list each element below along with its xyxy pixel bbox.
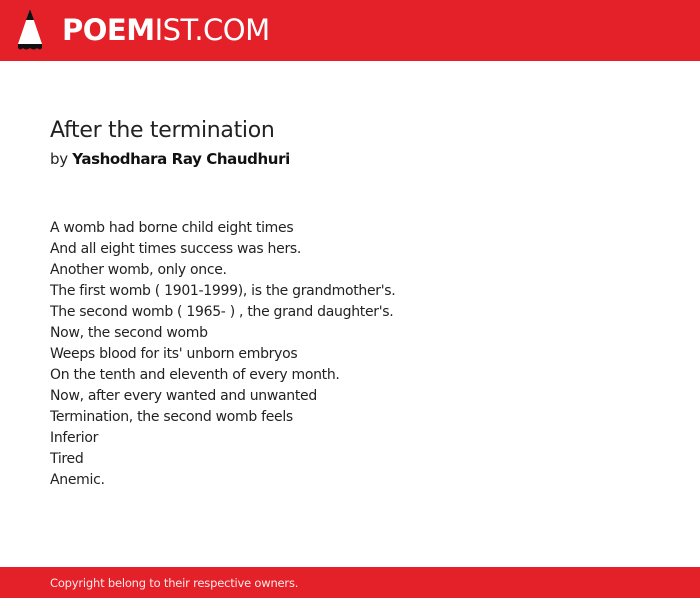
poem-content (50, 116, 650, 491)
poem-line: The second womb ( 1965- ) , the grand daughter's. (50, 304, 394, 320)
wordmark-bold: POEM (62, 13, 155, 47)
site-footer (0, 567, 700, 598)
poem-line: Now, the second womb (50, 325, 208, 341)
poem-line: The first womb ( 1901-1999), is the grandmother's. (50, 283, 396, 299)
poem-line: Inferior (50, 430, 99, 446)
poem-line: On the tenth and eleventh of every month. (50, 367, 340, 383)
site-logo-link[interactable] (16, 8, 270, 52)
poem-byline (50, 148, 650, 170)
site-header (0, 0, 700, 61)
poem-line: Now, after every wanted and unwanted (50, 388, 317, 404)
poem-body (50, 218, 650, 491)
wordmark-light: IST.COM (154, 13, 270, 47)
poem-title: After the termination (50, 118, 275, 143)
poem-line: Tired (50, 451, 84, 467)
poem-line: Anemic. (50, 472, 105, 488)
poem-line: And all eight times success was hers. (50, 241, 302, 257)
poem-line: Termination, the second womb feels (50, 409, 293, 425)
poem-line: Another womb, only once. (50, 262, 227, 278)
site-wordmark (62, 8, 270, 52)
copyright-notice: Copyright belong to their respective owners. (50, 576, 299, 590)
poem-line: A womb had borne child eight times (50, 220, 294, 236)
pencil-tip-icon (16, 8, 44, 52)
by-label: by (50, 150, 68, 168)
author-link[interactable]: Yashodhara Ray Chaudhuri (72, 150, 290, 168)
poem-line: Weeps blood for its' unborn embryos (50, 346, 298, 362)
